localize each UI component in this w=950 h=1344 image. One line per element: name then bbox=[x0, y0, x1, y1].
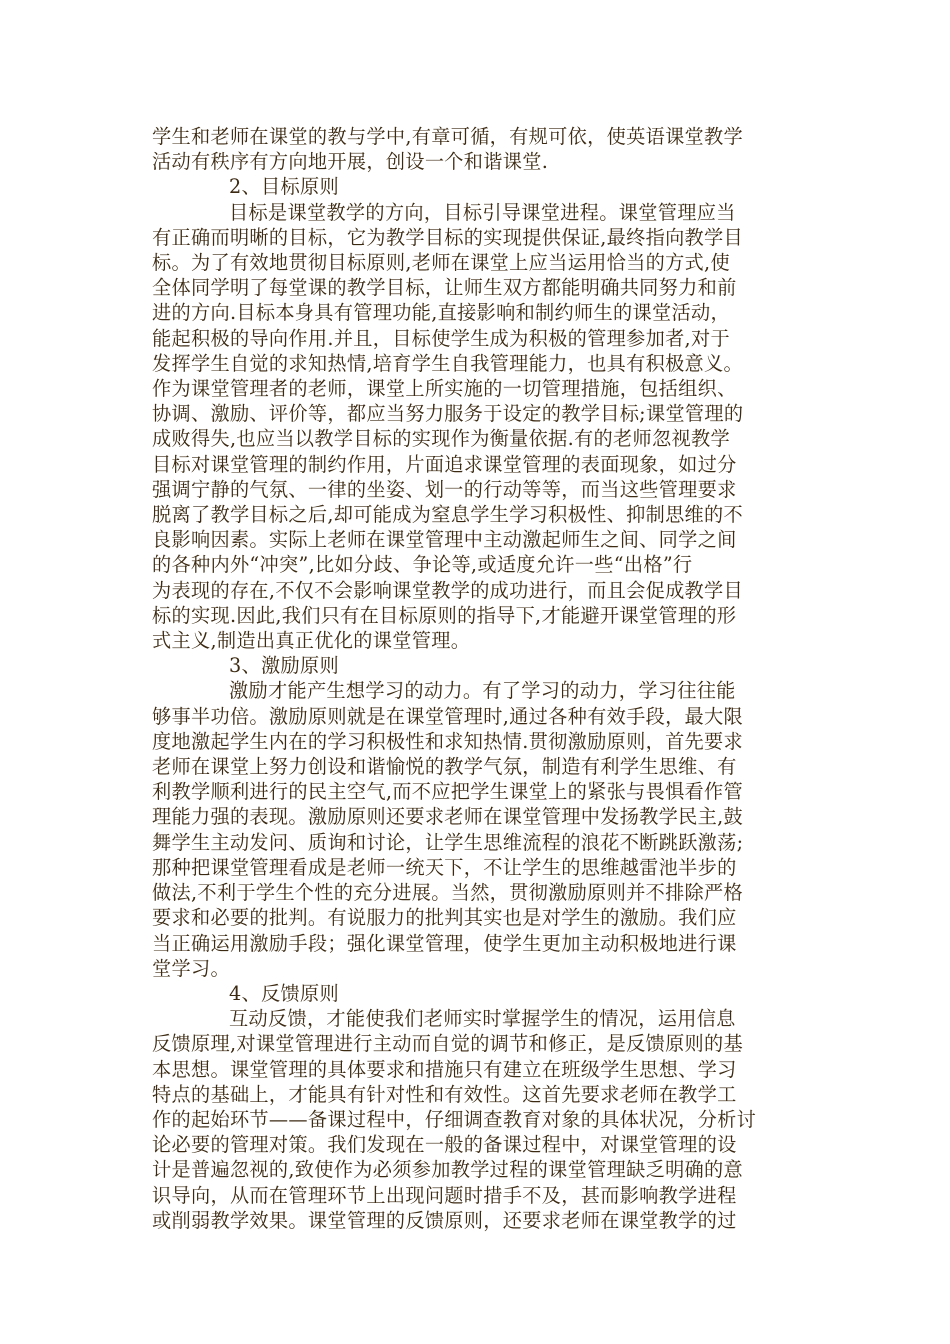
body-line: 特点的基础上，才能具有针对性和有效性。这首先要求老师在教学工 bbox=[152, 1082, 737, 1106]
body-line: 学生和老师在课堂的教与学中,有章可循，有规可依，使英语课堂教学 bbox=[152, 125, 744, 148]
body-line: 成败得失,也应当以教学目标的实现作为衡量依据.有的老师忽视教学 bbox=[152, 427, 730, 451]
section-heading-3: 3、激励原则 bbox=[229, 654, 339, 678]
body-line: 反馈原理,对课堂管理进行主动而自觉的调节和修正，是反馈原则的基 bbox=[152, 1032, 744, 1056]
body-line: 或削弱教学效果。课堂管理的反馈原则，还要求老师在课堂教学的过 bbox=[152, 1208, 737, 1232]
body-line: 有正确而明晰的目标，它为教学目标的实现提供保证,最终指向教学目 bbox=[152, 225, 744, 249]
body-line: 作的起始环节——备课过程中，仔细调查教育对象的具体状况，分析讨 bbox=[152, 1107, 757, 1131]
body-line: 强调宁静的气氛、一律的坐姿、划一的行动等等，而当这些管理要求 bbox=[152, 477, 737, 501]
section-heading-4: 4、反馈原则 bbox=[229, 981, 339, 1005]
body-line: 为表现的存在,不仅不会影响课堂教学的成功进行，而且会促成教学目 bbox=[152, 578, 744, 602]
body-line: 理能力强的表现。激励原则还要求老师在课堂管理中发扬教学民主,鼓 bbox=[152, 805, 744, 829]
body-line: 能起积极的导向作用.并且，目标使学生成为积极的管理参加者,对于 bbox=[152, 326, 730, 350]
paragraph-start-line: 目标是课堂教学的方向，目标引导课堂进程。课堂管理应当 bbox=[229, 200, 736, 224]
body-line: 活动有秩序有方向地开展，创设一个和谐课堂. bbox=[152, 150, 549, 174]
body-line: 标。为了有效地贯彻目标原则,老师在课堂上应当运用恰当的方式,使 bbox=[152, 251, 730, 275]
body-line: 进的方向.目标本身具有管理功能,直接影响和制约师生的课堂活动， bbox=[152, 301, 730, 325]
paragraph-start-line: 互动反馈，才能使我们老师实时掌握学生的情况，运用信息 bbox=[229, 1007, 736, 1031]
body-line: 做法,不利于学生个性的充分进展。当然，贯彻激励原则并不排除严格 bbox=[152, 881, 744, 905]
body-line: 的各种内外“冲突”,比如分歧、争论等,或适度允许一些“出格”行 bbox=[152, 553, 693, 577]
body-line: 当正确运用激励手段；强化课堂管理，使学生更加主动积极地进行课 bbox=[152, 931, 737, 955]
body-line: 全体同学明了每堂课的教学目标，让师生双方都能明确共同努力和前 bbox=[152, 276, 737, 300]
body-line: 要求和必要的批判。有说服力的批判其实也是对学生的激励。我们应 bbox=[152, 906, 737, 930]
body-line: 脱离了教学目标之后,却可能成为窒息学生学习积极性、抑制思维的不 bbox=[152, 503, 744, 527]
body-line: 舞学生主动发问、质询和讨论，让学生思维流程的浪花不断跳跃激荡; bbox=[152, 830, 744, 854]
body-line: 标的实现.因此,我们只有在目标原则的指导下,才能避开课堂管理的形 bbox=[152, 603, 737, 627]
body-line: 发挥学生自觉的求知热情,培育学生自我管理能力，也具有积极意义。 bbox=[152, 351, 744, 375]
body-line: 计是普遍忽视的,致使作为必须参加教学过程的课堂管理缺乏明确的意 bbox=[152, 1158, 744, 1182]
body-line: 度地激起学生内在的学习积极性和求知热情.贯彻激励原则，首先要求 bbox=[152, 729, 744, 753]
body-line: 够事半功倍。激励原则就是在课堂管理时,通过各种有效手段，最大限 bbox=[152, 704, 744, 728]
body-line: 式主义,制造出真正优化的课堂管理。 bbox=[152, 629, 471, 653]
body-line: 论必要的管理对策。我们发现在一般的备课过程中，对课堂管理的设 bbox=[152, 1133, 737, 1157]
paragraph-start-line: 激励才能产生想学习的动力。有了学习的动力，学习往往能 bbox=[229, 679, 736, 703]
body-line: 目标对课堂管理的制约作用，片面追求课堂管理的表面现象，如过分 bbox=[152, 452, 737, 476]
body-line: 作为课堂管理者的老师，课堂上所实施的一切管理措施，包括组织、 bbox=[152, 377, 737, 401]
body-line: 良影响因素。实际上老师在课堂管理中主动激起师生之间、同学之间 bbox=[152, 528, 737, 552]
body-line: 老师在课堂上努力创设和谐愉悦的教学气氛，制造有利学生思维、有 bbox=[152, 755, 737, 779]
body-line: 堂学习。 bbox=[152, 956, 230, 980]
body-line: 那种把课堂管理看成是老师一统天下，不让学生的思维越雷池半步的 bbox=[152, 855, 737, 879]
body-line: 利教学顺利进行的民主空气,而不应把学生课堂上的紧张与畏惧看作管 bbox=[152, 780, 744, 804]
body-line: 协调、激励、评价等，都应当努力服务于设定的教学目标;课堂管理的 bbox=[152, 402, 744, 426]
body-line: 识导向，从而在管理环节上出现问题时措手不及，甚而影响教学进程 bbox=[152, 1183, 737, 1207]
section-heading-2: 2、目标原则 bbox=[229, 175, 339, 199]
body-line: 本思想。课堂管理的具体要求和措施只有建立在班级学生思想、学习 bbox=[152, 1057, 737, 1081]
document-body bbox=[152, 124, 800, 1233]
